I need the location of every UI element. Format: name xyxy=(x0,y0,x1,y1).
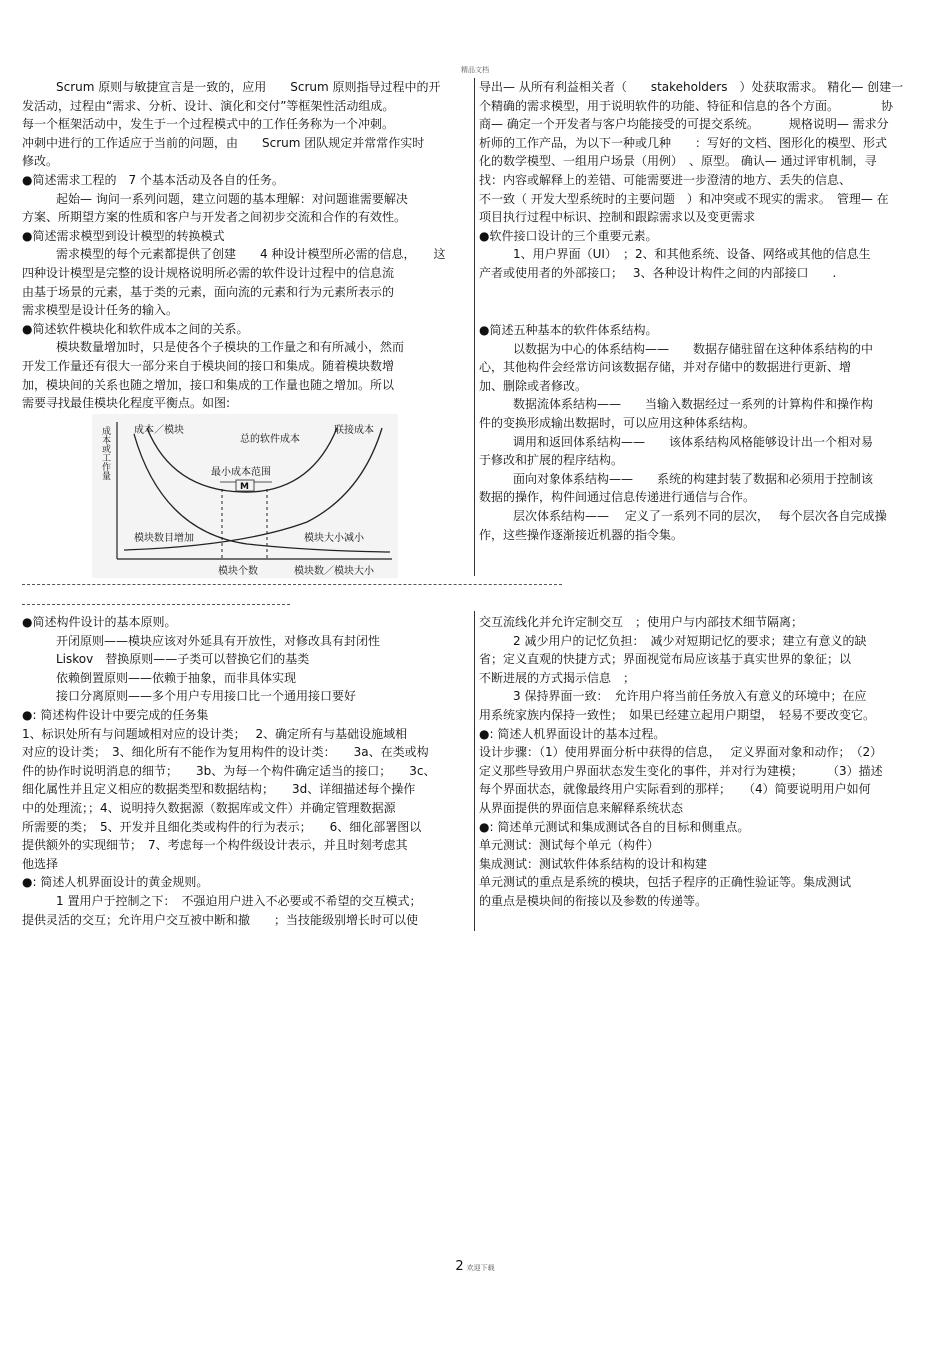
text-line: 需求模型是设计任务的输入。 xyxy=(22,303,179,318)
text-line: 件的协作时说明消息的细节； 3b、为每一个构件确定适当的接口； 3c、 xyxy=(22,763,436,778)
column-divider-bottom xyxy=(474,611,475,931)
min-cost-region-label: 最小成本范围 xyxy=(211,467,271,478)
text-line: 发活动，过程由“需求、分析、设计、演化和交付”等框架性活动组成。 xyxy=(22,98,395,113)
text-line: 需要寻找最佳模块化程度平衡点。如图: xyxy=(22,396,231,411)
top-right-column-lower xyxy=(479,321,887,544)
text-line: 接口分离原则——多个用户专用接口比一个通用接口要好 xyxy=(56,689,357,704)
page-footer xyxy=(0,1259,950,1275)
total-cost-label: 总的软件成本 xyxy=(240,434,300,445)
module-count-label: 模块个数 xyxy=(218,566,258,577)
text-line: 析师的工作产品，为以下一种或几种 ：写好的文档、图形化的模型、形式 xyxy=(479,135,888,150)
text-line: 单元测试的重点是系统的模块，包括子程序的正确性验证等。集成测试 xyxy=(479,875,852,890)
text-line: Liskov 替换原则——子类可以替换它们的基类 xyxy=(56,652,310,667)
text-line: 数据流体系结构—— 当输入数据经过一系列的计算构件和操作构 xyxy=(513,397,874,412)
text-line: 于修改和扩展的程序结构。 xyxy=(479,453,624,468)
text-line: 数据的操作，构件间通过信息传递进行通信与合作。 xyxy=(479,490,756,505)
text-line: 修改。 xyxy=(22,154,59,169)
text-line: ●简述五种基本的软件体系结构。 xyxy=(479,323,658,337)
text-line: 化的数学模型、一组用户场景（用例） 、原型。 确认— 通过评审机制，寻 xyxy=(479,154,877,169)
text-line: ●简述需求模型到设计模型的转换模式 xyxy=(22,228,225,243)
text-line: 每个界面状态，就像最终用户实际看到的那样； （4）简要说明用户如何 xyxy=(479,782,871,797)
module-cost-figure xyxy=(92,414,398,578)
bottom-right-column xyxy=(479,613,883,911)
text-line: 以数据为中心的体系结构—— 数据存储驻留在这种体系结构的中 xyxy=(513,341,874,356)
text-line: 作，这些操作逐渐接近机器的指令集。 xyxy=(479,527,684,542)
text-line: 开发工作量还有很大一部分来自于模块间的接口和集成。随着模块数增 xyxy=(22,358,395,373)
interface-cost-label: 联接成本 xyxy=(334,425,374,436)
footer-text: 欢迎下载 xyxy=(466,1264,495,1272)
text-line: ●简述软件模块化和软件成本之间的关系。 xyxy=(22,321,249,336)
text-line: 心，其他构件会经常访问该数据存储，并对存储中的数据进行更新、增 xyxy=(479,360,852,375)
text-line: 四种设计模型是完整的设计规格说明所必需的软件设计过程中的信息流 xyxy=(22,265,395,280)
text-line: 对应的设计类； 3、细化所有不能作为复用构件的设计类： 3a、在类或构 xyxy=(22,745,429,760)
text-line: 调用和返回体系结构—— 该体系结构风格能够设计出一个相对易 xyxy=(513,434,874,449)
text-line: 细化属性并且定义相应的数据类型和数据结构； 3d、详细描述每个操作 xyxy=(22,782,416,797)
text-line: 导出— 从所有利益相关者（ stakeholders ）处获取需求。 精化— 创建一 xyxy=(479,80,904,94)
text-line: 1、标识处所有与问题域相对应的设计类； 2、确定所有与基础设施域相 xyxy=(22,726,408,741)
top-left-column xyxy=(22,78,445,413)
text-line: 项目执行过程中标识、控制和跟踪需求以及变更需求 xyxy=(479,210,756,225)
section-separator xyxy=(22,584,562,585)
text-line: ●简述构件设计的基本原则。 xyxy=(22,615,177,629)
text-line: 从界面提供的界面信息来解释系统状态 xyxy=(479,800,684,815)
text-line: 设计步骤：（1）使用界面分析中获得的信息， 定义界面对象和动作； （2） xyxy=(479,745,883,760)
text-line: 面向对象体系结构—— 系统的构建封装了数据和必须用于控制该 xyxy=(513,471,874,486)
column-divider-top xyxy=(474,78,475,576)
y-axis-title: 成本或工作量 xyxy=(100,426,110,480)
text-line: ●: 简述构件设计中要完成的任务集 xyxy=(22,707,209,722)
text-line: 由基于场景的元素，基于类的元素，面向流的元素和行为元素所表示的 xyxy=(22,284,395,299)
text-line: 模块数量增加时，只是使各个子模块的工作量之和有所减小，然而 xyxy=(56,340,405,355)
text-line: 个精确的需求模型，用于说明软件的功能、特征和信息的各个方面。 协 xyxy=(479,98,894,113)
text-line: 件的变换形成输出数据时，可以应用这种体系结构。 xyxy=(479,415,756,430)
text-line: 单元测试：测试每个单元（构件） xyxy=(479,838,660,853)
page-header: 精品文档 xyxy=(461,66,489,74)
text-line: ●软件接口设计的三个重要元素。 xyxy=(479,228,658,243)
text-line: 冲刺中进行的工作适应于当前的问题，由 Scrum 团队规定并常常作实时 xyxy=(22,135,425,150)
text-line: 用系统家族内保持一致性； 如果已经建立起用户期望， 轻易不要改变它。 xyxy=(479,707,876,722)
text-line: ●: 简述人机界面设计的基本过程。 xyxy=(479,726,666,741)
text-line: 层次体系结构—— 定义了一系列不同的层次， 每个层次各自完成操 xyxy=(513,508,887,523)
x-axis-title: 模块数／模块大小 xyxy=(294,566,374,577)
text-line: 集成测试：测试软件体系结构的设计和构建 xyxy=(479,856,708,871)
text-line: 3 保持界面一致： 允许用户将当前任务放入有意义的环境中；在应 xyxy=(513,689,867,704)
text-line: 找：内容或解释上的差错、可能需要进一步澄清的地方、丢失的信息、 xyxy=(479,172,852,187)
module-size-decrease-label: 模块大小减小 xyxy=(304,533,364,544)
text-line: 提供灵活的交互；允许用户交互被中断和撤 ；当技能级别增长时可以使 xyxy=(22,912,419,927)
text-line: 加、删除或者修改。 xyxy=(479,378,588,393)
text-line: 方案、所期望方案的性质和客户与开发者之间初步交流和合作的有效性。 xyxy=(22,210,407,225)
text-line: 他选择 xyxy=(22,856,59,871)
top-right-column-upper xyxy=(479,78,903,283)
text-line: 需求模型的每个元素都提供了创建 4 种设计模型所必需的信息， 这 xyxy=(56,247,446,262)
text-line: 加，模块间的关系也随之增加，接口和集成的工作量也随之增加。所以 xyxy=(22,377,395,392)
text-line: 所需要的类； 5、开发并且细化类或构件的行为表示； 6、细化部署图以 xyxy=(22,819,422,834)
module-cost-label: 成本／模块 xyxy=(134,425,184,436)
module-count-increase-label: 模块数目增加 xyxy=(134,533,194,544)
page-number: 2 xyxy=(455,1259,464,1274)
section-separator-continuation xyxy=(22,604,290,605)
text-line: 的重点是模块间的衔接以及参数的传递等。 xyxy=(479,893,708,908)
text-line: 交互流线化并允许定制交互 ；使用户与内部技术细节隔离； xyxy=(479,615,804,629)
text-line: 提供额外的实现细节； 7、考虑每一个构件级设计表示，并且时刻考虑其 xyxy=(22,838,408,853)
text-line: 产者或使用者的外部接口； 3、各种设计构件之间的内部接口 . xyxy=(479,265,837,280)
text-line: 不断进展的方式揭示信息 ； xyxy=(479,670,636,685)
text-line: 1 置用户于控制之下： 不强迫用户进入不必要或不希望的交互模式； xyxy=(56,893,422,908)
text-line: Scrum 原则与敏捷宣言是一致的，应用 Scrum 原则指导过程中的开 xyxy=(56,80,441,94)
text-line: 不一致（ 开发大型系统时的主要问题 ）和冲突或不现实的需求。 管理— 在 xyxy=(479,191,889,206)
text-line: ●简述需求工程的 7 个基本活动及各自的任务。 xyxy=(22,172,284,187)
text-line: 开闭原则——模块应该对外延具有开放性，对修改具有封闭性 xyxy=(56,633,381,648)
text-line: 依赖倒置原则——依赖于抽象，而非具体实现 xyxy=(56,670,297,685)
text-line: 定义那些导致用户界面状态发生变化的事件，并对行为建模； （3）描述 xyxy=(479,763,883,778)
text-line: 中的处理流；；4、说明持久数据源（数据库或文件）并确定管理数据源 xyxy=(22,800,396,815)
text-line: 省；定义直观的快捷方式；界面视觉布局应该基于真实世界的象征；以 xyxy=(479,652,852,667)
text-line: 2 减少用户的记忆负担： 减少对短期记忆的要求；建立有意义的缺 xyxy=(513,633,867,648)
optimum-label: M xyxy=(240,482,249,492)
bottom-left-column xyxy=(22,613,436,929)
text-line: 每一个框架活动中，发生于一个过程模式中的工作任务称为一个冲刺。 xyxy=(22,117,395,132)
text-line: 1、用户界面（UI） ；2、和其他系统、设备、网络或其他的信息生 xyxy=(513,247,871,262)
text-line: 商— 确定一个开发者与客户均能接受的可提交系统。 规格说明— 需求分 xyxy=(479,117,889,132)
text-line: 起始— 询问一系列问题，建立问题的基本理解：对问题谁需要解决 xyxy=(56,191,408,206)
text-line: ●: 简述单元测试和集成测试各自的目标和侧重点。 xyxy=(479,819,750,834)
text-line: ●: 简述人机界面设计的黄金规则。 xyxy=(22,875,209,890)
